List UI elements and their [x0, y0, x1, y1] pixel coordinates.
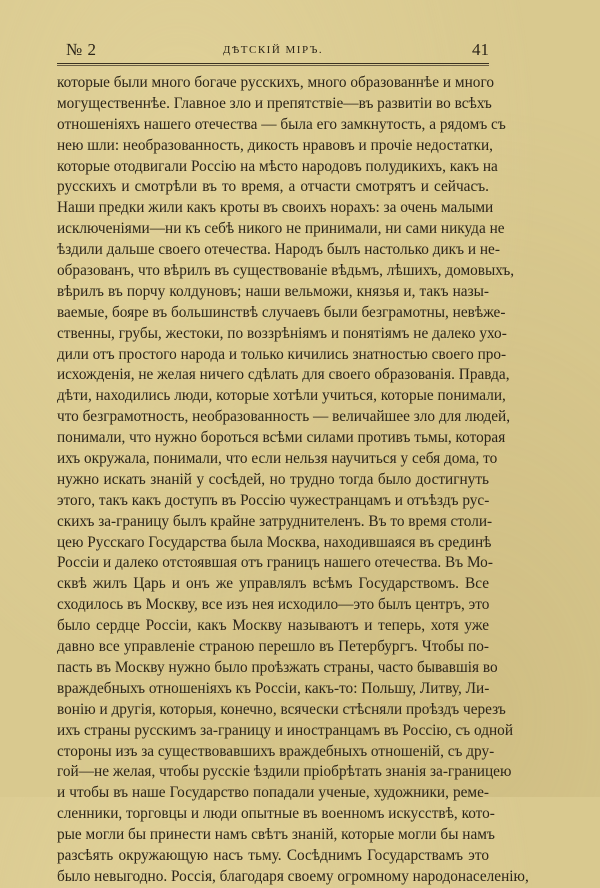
text-line: могущественнѣе. Главное зло и препятствіе—въ развитіи во всѣхъ	[57, 94, 492, 112]
text-line: сходилось въ Москву, все изъ нея исходило—это былъ центръ, это	[57, 596, 490, 614]
text-line: что безграмотность, необразованность — величайшее зло для людей,	[57, 408, 511, 426]
text-line: пасть въ Москву нужно было проѣзжать страны, часто бывавшія во	[57, 658, 498, 676]
text-line: образованъ, что вѣрилъ въ существованіе вѣдьмъ, лѣшихъ, домовыхъ,	[57, 262, 515, 280]
text-line: скихъ за-границу былъ крайне затруднителенъ. Въ то время столи-	[57, 512, 493, 530]
text-line: дѣти, находились люди, которые хотѣли учиться, которые понимали,	[57, 387, 506, 405]
text-line: ихъ окружала, понимали, что если нельзя научиться у себя дома, то	[57, 450, 498, 468]
text-line: понимали, что нужно бороться всѣми силами противъ тьмы, которая	[57, 429, 506, 447]
journal-title: ДѢТСКІЙ МІРЪ.	[222, 44, 324, 56]
issue-number: № 2	[66, 40, 97, 59]
text-line: нужно искать знаній у сосѣдей, но трудно тогда было достигнуть	[57, 470, 489, 488]
text-line: цею Русскаго Государства была Москва, находившаяся въ срединѣ	[57, 533, 492, 551]
text-line: которые отодвигали Россію на мѣсто народовъ полудикихъ, какъ на	[57, 157, 498, 175]
text-line: исключеніями—ни къ себѣ никого не принимали, ни сами никуда не	[57, 220, 505, 238]
text-line: ственны, грубы, жестоки, по воззрѣніямъ и понятіямъ не далеко ухо-	[57, 324, 507, 342]
text-line: Наши предки жили какъ кроты въ своихъ норахъ: за очень малыми	[57, 199, 494, 217]
text-line: гой—не желая, чтобы русскіе ѣздили пріобрѣтать знанія за-границею	[57, 763, 512, 781]
text-line: отношеніяхъ нашего отечества — была его замкнутость, а рядомъ съ	[57, 115, 506, 133]
text-line: давно все управленіе страною перешло въ Петербургъ. Чтобы по-	[57, 638, 489, 656]
text-line: ѣздили дальше своего отечества. Народъ былъ настолько дикъ и не-	[57, 241, 500, 259]
text-line: этого, такъ какъ доступъ въ Россію чужестранцамъ и отъѣздъ рус-	[57, 491, 490, 509]
header-rule	[57, 63, 489, 66]
text-line: враждебныхъ отношеніяхъ къ Россіи, какъ-то: Польшу, Литву, Ли-	[57, 679, 490, 697]
page-number: 41	[472, 40, 489, 59]
text-line: стороны изъ за существовавшихъ враждебныхъ отношеній, съ дру-	[57, 742, 495, 760]
text-line: ваемые, бояре въ большинствѣ случаевъ были безграмотны, невѣже-	[57, 303, 506, 321]
text-line: вонію и другія, которыя, конечно, всячески стѣсняли проѣздъ черезъ	[57, 700, 506, 718]
text-line: разсѣять окружающую насъ тьму. Сосѣднимъ Государствамъ это	[57, 846, 489, 864]
text-line: нею шли: необразованность, дикость нравовъ и прочіе недостатки,	[57, 136, 493, 154]
body-text	[57, 73, 529, 888]
text-line: и чтобы въ наше Государство попадали ученые, художники, реме-	[57, 784, 489, 802]
text-line: ихъ страны русскимъ за-границу и иностранцамъ въ Россію, съ одной	[57, 721, 514, 739]
text-line: вѣрилъ въ порчу колдуновъ; наши вельможи, князья и, такъ назы-	[57, 282, 489, 300]
text-line: русскихъ и смотрѣли въ то время, а отчасти смотрятъ и сейчасъ.	[57, 178, 489, 196]
running-header	[57, 40, 489, 60]
text-line: рые могли бы принести намъ свѣтъ знаній, которые могли бы намъ	[57, 826, 495, 844]
text-line: которые были много богаче русскихъ, много образованнѣе и много	[57, 74, 494, 91]
text-line: сленники, торговцы и люди опытные въ военномъ искусствѣ, кото-	[57, 805, 495, 823]
text-line: Россіи и далеко отстоявшая отъ границъ нашего отечества. Въ Мо-	[57, 554, 493, 572]
text-line: дили отъ простого народа и только кичились знатностью своего про-	[57, 345, 507, 363]
text-line: было невыгодно. Россія, благодаря своему огромному народонаселенію,	[57, 867, 529, 885]
text-line: сквѣ жилъ Царь и онъ же управлялъ всѣмъ Государствомъ. Все	[57, 575, 489, 593]
text-line: исхожденія, не желая ничего сдѣлать для своего образованія. Правда,	[57, 366, 510, 384]
text-line: было сердце Россіи, какъ Москву называютъ и теперь, хотя уже	[57, 617, 489, 635]
